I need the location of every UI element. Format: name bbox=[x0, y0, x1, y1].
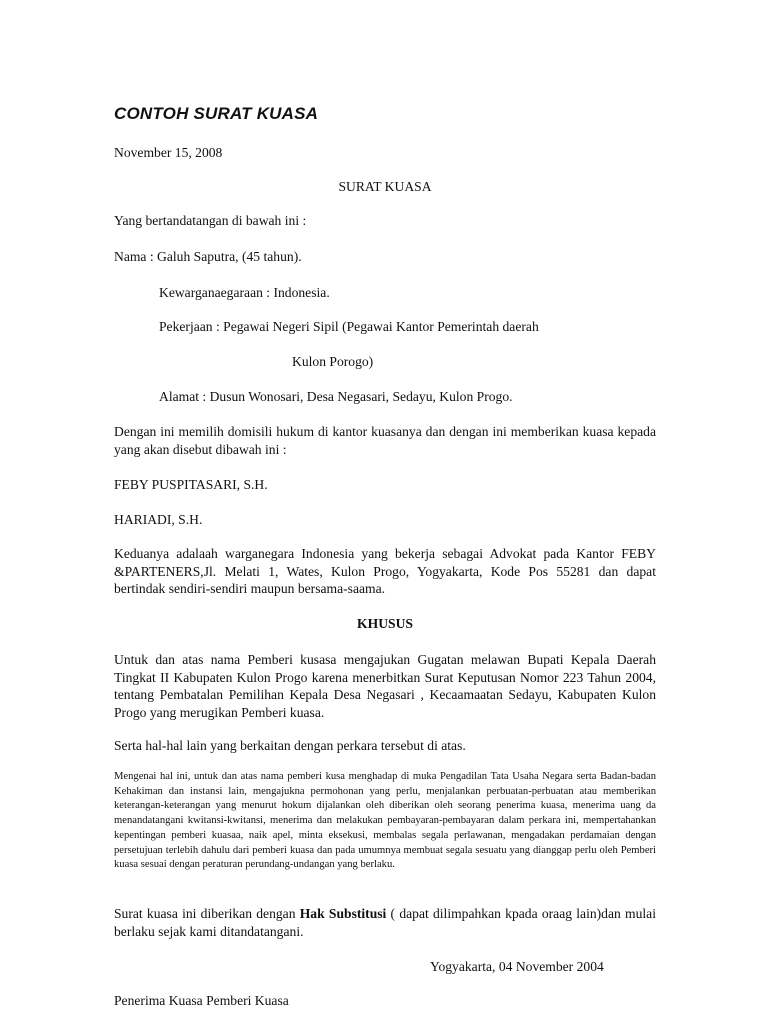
gugatan-paragraph: Untuk dan atas nama Pemberi kusasa mengajukan Gugatan melawan Bupati Kepala Daerah Tingkat II Kabupaten Kulon Progo karena menerbitkan Surat Keputusan Nomor 223 Tahun 2004, tentang Pembatalan Pemilihan Kepala Desa Negasari , Kecaamaatan Sedayu, Kabupaten Kulon Progo yang merugikan Pemberi kuasa. bbox=[114, 652, 656, 720]
alamat-line: Alamat : Dusun Wonosari, Desa Negasari, Sedayu, Kulon Progo. bbox=[159, 389, 513, 404]
kewenangan-paragraph: Mengenai hal ini, untuk dan atas nama pemberi kusa menghadap di muka Pengadilan Tata Usaha Negara serta Badan-badan Kehakiman dan instansi lain, mengajukna permohonan yang perlu, menjalankan perbuatan-perbuatan atau memberikan keterangan-keterangan yang menurut hokum dijalankan oleh diberikan oleh seorang penerima kuasa, menerima uang da menandatangani kwitansi-kwitansi, menerima dan melakukan pembayaran-pembayaran dalam perkara ini, mempertahankan kepentingan pemberi kuasaa, naik apel, minta eksekusi, membalas segala perlawanan, mengadakan perdamaian dengan persetujuan terlebih dahulu dari pemberi kuasa dan pada umumnya membuat segala sesuatu yang dianggap perlu oleh Pemberi kuasa sesuai dengan peraturan perundang-undangan yang berlaku. bbox=[114, 771, 656, 871]
khusus-heading: KHUSUS bbox=[357, 616, 413, 631]
nama-line: Nama : Galuh Saputra, (45 tahun). bbox=[114, 249, 302, 264]
pekerjaan-line-continued: Kulon Porogo) bbox=[292, 354, 374, 369]
substitusi-text-end: ( dapat dilimpahkan kpada oraag lain)dan mulai berlaku sejak kami ditandatangani. bbox=[114, 906, 656, 939]
kewarganegaraan-line: Kewarganaegaraan : Indonesia. bbox=[159, 285, 330, 300]
domisili-paragraph: Dengan ini memilih domisili hukum di kantor kuasanya dan dengan ini memberikan kuasa kepada yang akan disebut dibawah ini : bbox=[114, 424, 656, 457]
penerima-kuasa-2: HARIADI, S.H. bbox=[114, 512, 203, 527]
advokat-paragraph: Keduanya adalaah warganegara Indonesia yang bekerja sebagai Advokat pada Kantor FEBY &PARTENERS,Jl. Melati 1, Wates, Kulon Progo, Yogyakarta, Kode Pos 55281 dan dapat bertindak sendiri-sendiri maupun bersama-saama. bbox=[114, 546, 656, 597]
hak-substitusi-term: Hak Substitusi bbox=[299, 906, 387, 921]
substitusi-text-start: Surat kuasa ini diberikan dengan bbox=[114, 906, 300, 921]
serta-line: Serta hal-hal lain yang berkaitan dengan perkara tersebut di atas. bbox=[114, 738, 466, 753]
penerima-kuasa-1: FEBY PUSPITASARI, S.H. bbox=[114, 477, 268, 492]
letter-date: November 15, 2008 bbox=[114, 145, 223, 160]
pekerjaan-line: Pekerjaan : Pegawai Negeri Sipil (Pegawai Kantor Pemerintah daerah bbox=[159, 319, 539, 334]
document-heading: CONTOH SURAT KUASA bbox=[114, 104, 319, 123]
letter-title: SURAT KUASA bbox=[338, 179, 432, 194]
intro-line: Yang bertandatangan di bawah ini : bbox=[114, 213, 307, 228]
signature-labels: Penerima Kuasa Pemberi Kuasa bbox=[114, 993, 289, 1008]
substitusi-paragraph bbox=[114, 905, 656, 940]
place-date: Yogyakarta, 04 November 2004 bbox=[430, 959, 604, 974]
